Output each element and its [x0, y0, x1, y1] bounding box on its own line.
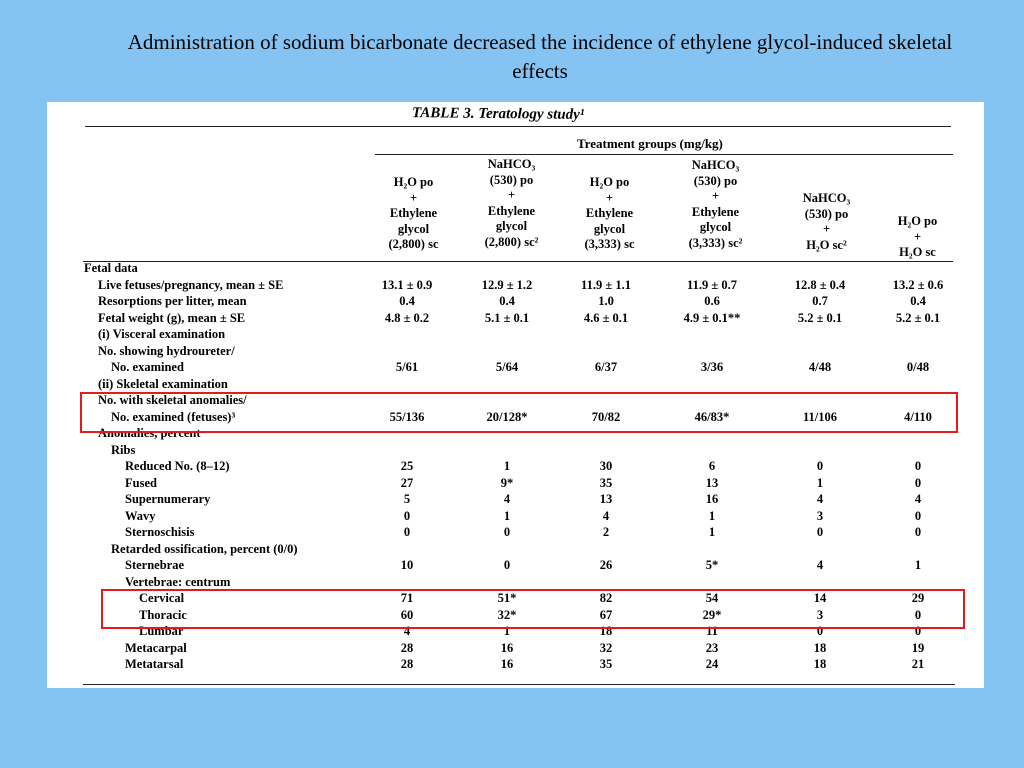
table-cell: 0: [914, 624, 922, 638]
table-cell: 27: [400, 475, 414, 490]
treatment-groups-header: Treatment groups (mg/kg): [577, 136, 723, 151]
table-cell: 1.0: [598, 294, 614, 308]
table-cell: 5.1 ± 0.1: [484, 310, 530, 325]
table-cell: 9*: [500, 475, 514, 490]
table-cell: 32: [599, 640, 613, 655]
table-cell: 0: [503, 525, 511, 539]
row-label: Vertebrae: centrum: [125, 574, 231, 589]
table-cell: 0.4: [910, 294, 926, 308]
table-cell: 1: [503, 459, 511, 473]
table-cell: 4/110: [904, 409, 932, 424]
table-cell: 30: [599, 459, 613, 473]
table-cell: 19: [911, 640, 925, 655]
rule-bottom: [83, 684, 955, 685]
table-cell: 29: [911, 591, 925, 605]
table-cell: 2: [602, 525, 610, 539]
table-cell: 0: [816, 624, 824, 638]
row-label: No. examined (fetuses)³: [111, 409, 236, 424]
table-cell: 18: [813, 640, 827, 655]
table-cell: 0: [403, 525, 411, 539]
column-header: NaHCO₃ (530) po + Ethylene glycol (2,800) sc²: [484, 157, 539, 249]
row-label: Fused: [125, 475, 157, 490]
column-header: H₂O po + H₂O sc: [897, 214, 938, 259]
table-cell: 20/128*: [486, 409, 528, 424]
table-cell: 4: [816, 558, 824, 572]
table-cell: 16: [705, 492, 719, 506]
table-cell: 25: [400, 459, 414, 473]
highlight-box-cervical-thoracic: [101, 589, 965, 629]
table-cell: 10: [400, 558, 414, 572]
rule-treatment: [375, 154, 953, 155]
table-cell: 82: [599, 591, 613, 605]
column-header: H₂O po + Ethylene glycol (2,800) sc: [388, 175, 439, 251]
table-cell: 1: [816, 475, 824, 490]
table-cell: 0: [816, 525, 824, 539]
row-label: Metacarpal: [125, 640, 187, 655]
table-cell: 18: [813, 657, 827, 671]
table-cell: 29*: [702, 607, 722, 622]
table-cell: 67: [599, 607, 613, 622]
table-cell: 4: [403, 624, 411, 638]
row-label: Reduced No. (8–12): [125, 459, 230, 473]
row-label: (ii) Skeletal examination: [98, 376, 228, 391]
row-label: Thoracic: [139, 607, 187, 622]
highlight-box-skeletal-anomalies: [80, 392, 958, 433]
table-cell: 1: [914, 558, 922, 572]
table-cell: 13: [599, 492, 613, 506]
rule-header-bottom: [83, 261, 953, 262]
table-cell: 4/48: [808, 360, 832, 374]
row-label: Cervical: [139, 591, 185, 605]
column-header: NaHCO₃ (530) po + H₂O sc²: [802, 191, 851, 252]
table-cell: 11.9 ± 1.1: [581, 277, 631, 292]
table-cell: 35: [599, 475, 613, 490]
row-label: Sternebrae: [125, 558, 185, 572]
table-cell: 6: [708, 459, 716, 473]
table-cell: 1: [503, 624, 511, 638]
table-cell: 5.2 ± 0.1: [895, 310, 941, 325]
row-label: Sternoschisis: [125, 525, 195, 539]
table-cell: 46/83*: [694, 409, 730, 424]
slide-title: Administration of sodium bicarbonate decreased the incidence of ethylene glycol-induced skeletal effects: [127, 30, 953, 83]
table-cell: 4.6 ± 0.1: [583, 310, 629, 325]
row-label: Wavy: [125, 508, 156, 523]
table-cell: 0.7: [812, 294, 828, 308]
table-cell: 12.8 ± 0.4: [794, 277, 846, 292]
table-cell: 0: [914, 475, 922, 490]
table-cell: 35: [599, 657, 613, 671]
row-label: Lumbar: [139, 624, 184, 638]
row-label: Resorptions per litter, mean: [98, 294, 247, 308]
row-label: Metatarsal: [125, 657, 184, 671]
table-cell: 4: [602, 508, 610, 523]
table-cell: 54: [705, 591, 719, 605]
table-cell: 21: [911, 657, 925, 671]
table-cell: 0.6: [704, 294, 720, 308]
table-cell: 11.9 ± 0.7: [687, 277, 737, 292]
table-cell: 11: [706, 624, 718, 638]
table-cell: 1: [708, 508, 716, 523]
table-cell: 5/61: [395, 360, 419, 374]
table-cell: 28: [400, 640, 414, 655]
row-label: Ribs: [111, 442, 136, 457]
table-cell: 28: [400, 657, 414, 671]
table-cell: 70/82: [591, 409, 621, 424]
table-cell: 0.4: [499, 294, 515, 308]
table-cell: 13.2 ± 0.6: [892, 277, 944, 292]
table-cell: 23: [705, 640, 719, 655]
table-cell: 1: [708, 525, 716, 539]
table-cell: 14: [813, 591, 827, 605]
table-cell: 5.2 ± 0.1: [797, 310, 843, 325]
table-cell: 1: [503, 508, 511, 523]
column-header: H₂O po + Ethylene glycol (3,333) sc: [584, 175, 635, 251]
row-label: Fetal weight (g), mean ± SE: [98, 310, 246, 325]
row-label: Supernumerary: [125, 492, 211, 506]
table-cell: 12.9 ± 1.2: [481, 277, 533, 292]
table-cell: 11/106: [802, 409, 838, 424]
table-cell: 4: [816, 492, 824, 506]
table-cell: 0: [914, 508, 922, 523]
row-label: No. showing hydroureter/: [98, 343, 235, 358]
rule-top: [85, 126, 951, 127]
row-label: No. examined: [111, 360, 184, 374]
table-cell: 4: [914, 492, 922, 506]
table-cell: 3/36: [700, 360, 724, 374]
table-cell: 24: [705, 657, 719, 671]
table-cell: 0: [503, 558, 511, 572]
row-label: Fetal data: [84, 261, 138, 275]
table-cell: 0: [816, 459, 824, 473]
table-cell: 3: [816, 607, 824, 622]
table-cell: 18: [599, 624, 613, 638]
table-cell: 55/136: [389, 409, 425, 424]
table-cell: 16: [500, 657, 514, 671]
table-cell: 13: [705, 475, 719, 490]
row-label: (i) Visceral examination: [98, 327, 226, 341]
table-cell: 0: [914, 525, 922, 539]
table-cell: 26: [599, 558, 613, 572]
table-cell: 51*: [497, 591, 517, 605]
row-label: Retarded ossification, percent (0/0): [111, 541, 298, 556]
table-cell: 0: [914, 607, 922, 622]
table-cell: 32*: [497, 607, 517, 622]
table-cell: 71: [400, 591, 414, 605]
table-caption: TABLE 3. Teratology study¹: [411, 105, 585, 123]
table-cell: 0.4: [399, 294, 415, 308]
row-label: Anomalies, percent: [98, 426, 201, 440]
table-cell: 5/64: [495, 360, 519, 374]
row-label: No. with skeletal anomalies/: [98, 393, 247, 407]
table-cell: 0/48: [906, 360, 930, 374]
table-cell: 16: [500, 640, 514, 655]
table-cell: 6/37: [594, 360, 618, 374]
table-cell: 0: [403, 508, 411, 523]
table-cell: 60: [400, 607, 414, 622]
table-cell: 0: [914, 459, 922, 473]
row-label: Live fetuses/pregnancy, mean ± SE: [98, 277, 284, 292]
table-cell: 5*: [705, 558, 719, 572]
table-cell: 13.1 ± 0.9: [381, 277, 433, 292]
column-header: NaHCO₃ (530) po + Ethylene glycol (3,333) sc²: [688, 158, 743, 250]
table-cell: 5: [403, 492, 411, 506]
table-image: [47, 102, 984, 688]
table-cell: 3: [816, 508, 824, 523]
table-cell: 4.9 ± 0.1**: [683, 310, 741, 325]
table-cell: 4: [503, 492, 511, 506]
table-cell: 4.8 ± 0.2: [384, 310, 430, 325]
